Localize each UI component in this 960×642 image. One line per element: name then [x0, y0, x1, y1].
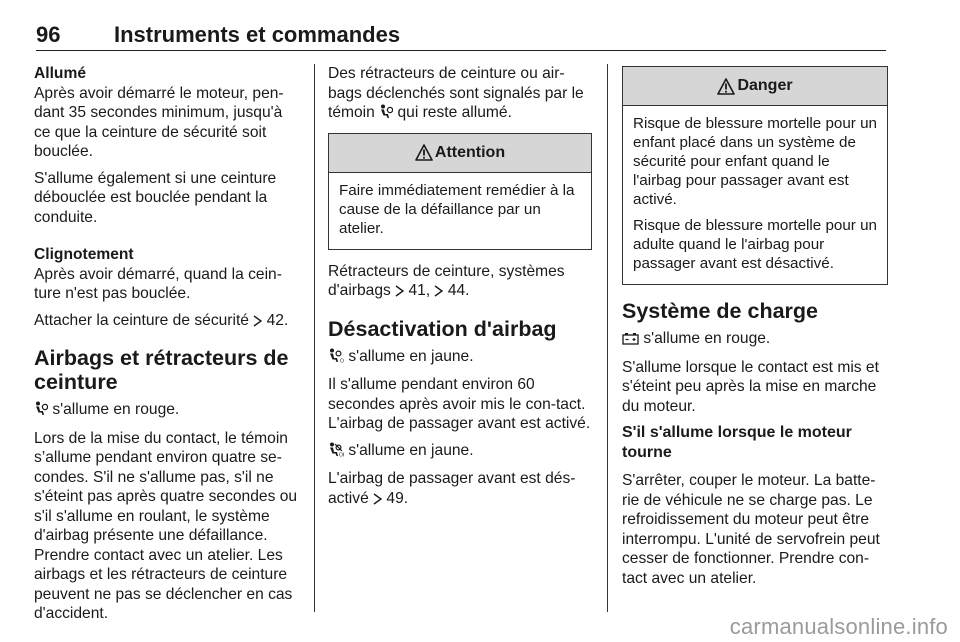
paragraph: Rétracteurs de ceinture, systèmes d'airbags 41, 44. — [328, 262, 592, 303]
column-divider — [607, 64, 608, 612]
section-heading-airbags: Airbags et rétracteurs de ceinture — [34, 346, 289, 394]
page-header — [36, 22, 886, 52]
paragraph: Après avoir démarré le moteur, pen-dant 35 secondes minimum, jusqu'à ce que la ceinture de sécurité soit bouclée. — [34, 84, 284, 160]
airbag-on-icon — [328, 348, 344, 369]
attention-box — [328, 133, 592, 250]
attention-header — [329, 134, 591, 173]
paragraph: S'arrêter, couper le moteur. La batte-rie de véhicule ne se charge pas. Le refroidissement du moteur peut être interrompu. L'unité de servofrein peut cesser de fonctionner. Prendre con-tact avec un atelier. — [622, 472, 880, 587]
battery-icon — [622, 331, 639, 351]
paragraph: s'allume en rouge. — [34, 400, 300, 422]
paragraph: Attacher la ceinture de sécurité 42. — [34, 311, 300, 333]
section-heading-deactivation: Désactivation d'airbag — [328, 316, 557, 341]
danger-text: Risque de blessure mortelle pour un enfant placé dans un système de sécurité pour enfant quand le l'airbag pour passager avant est activé. — [633, 115, 877, 208]
reference-arrow-icon — [373, 491, 382, 511]
paragraph: Lors de la mise du contact, le témoin s’allume pendant environ quatre se-condes. S'il ne s'allume pas, s'il ne s'éteint pas après quatre secondes ou s'il s'allume en roulant, le système d'airbag présente une défaillance. Prendre contact avec un atelier. Les airbags et les rétracteurs de ceinture peuvent ne pas se déclencher en cas d'accident. — [34, 429, 298, 622]
watermark: carmanualsonline.info — [729, 614, 948, 639]
airbag-off-icon — [328, 442, 344, 463]
attention-body — [329, 173, 591, 249]
danger-title: Danger — [737, 77, 793, 95]
warning-triangle-icon — [717, 78, 735, 95]
reference-arrow-icon — [395, 283, 404, 303]
column-left — [34, 64, 300, 631]
paragraph: Il s'allume pendant environ 60 secondes après avoir mis le con-tact. L'airbag de passager avant est activé. — [328, 376, 591, 432]
svg-text:ON: O — [340, 358, 344, 363]
danger-box — [622, 66, 888, 285]
paragraph: O s'allume en jaune. — [328, 441, 592, 463]
paragraph: Des rétracteurs de ceinture ou air-bags déclenchés sont signalés par le témoin qui reste allumé. — [328, 64, 592, 125]
danger-header — [623, 67, 887, 106]
warning-triangle-icon — [415, 144, 433, 161]
column-divider — [314, 64, 315, 612]
paragraph: O s'allume en jaune. — [328, 347, 592, 369]
column-middle — [328, 64, 592, 517]
airbag-warning-icon — [34, 401, 48, 422]
header-rule — [36, 50, 886, 51]
sub-heading-engine-running: S'il s'allume lorsque le moteur tourne — [622, 424, 852, 461]
svg-text:OFF: O — [339, 452, 343, 457]
paragraph: S'allume lorsque le contact est mis et s'éteint peu après la mise en marche du moteur. — [622, 358, 879, 415]
danger-body — [623, 106, 887, 284]
danger-text: Risque de blessure mortelle pour un adulte quand le l'airbag pour passager avant est désactivé. — [633, 217, 877, 272]
page-title: Instruments et commandes — [114, 22, 401, 47]
clignotement-label: Clignotement — [34, 246, 134, 263]
paragraph: S'allume également si une ceinture débouclée est bouclée pendant la conduite. — [34, 169, 277, 226]
section-heading-charge: Système de charge — [622, 299, 818, 323]
reference-arrow-icon — [253, 313, 262, 333]
allume-label: Allumé — [34, 65, 86, 82]
attention-text: Faire immédiatement remédier à la cause de la défaillance par un atelier. — [339, 181, 575, 237]
paragraph: Après avoir démarré, quand la cein-ture n'est pas bouclée. — [34, 265, 282, 302]
attention-title: Attention — [434, 143, 506, 161]
page-number: 96 — [36, 22, 61, 47]
column-right — [622, 64, 888, 595]
paragraph: L'airbag de passager avant est dés-activé 49. — [328, 469, 592, 510]
airbag-warning-icon — [379, 104, 393, 125]
paragraph: s'allume en rouge. — [622, 329, 888, 351]
